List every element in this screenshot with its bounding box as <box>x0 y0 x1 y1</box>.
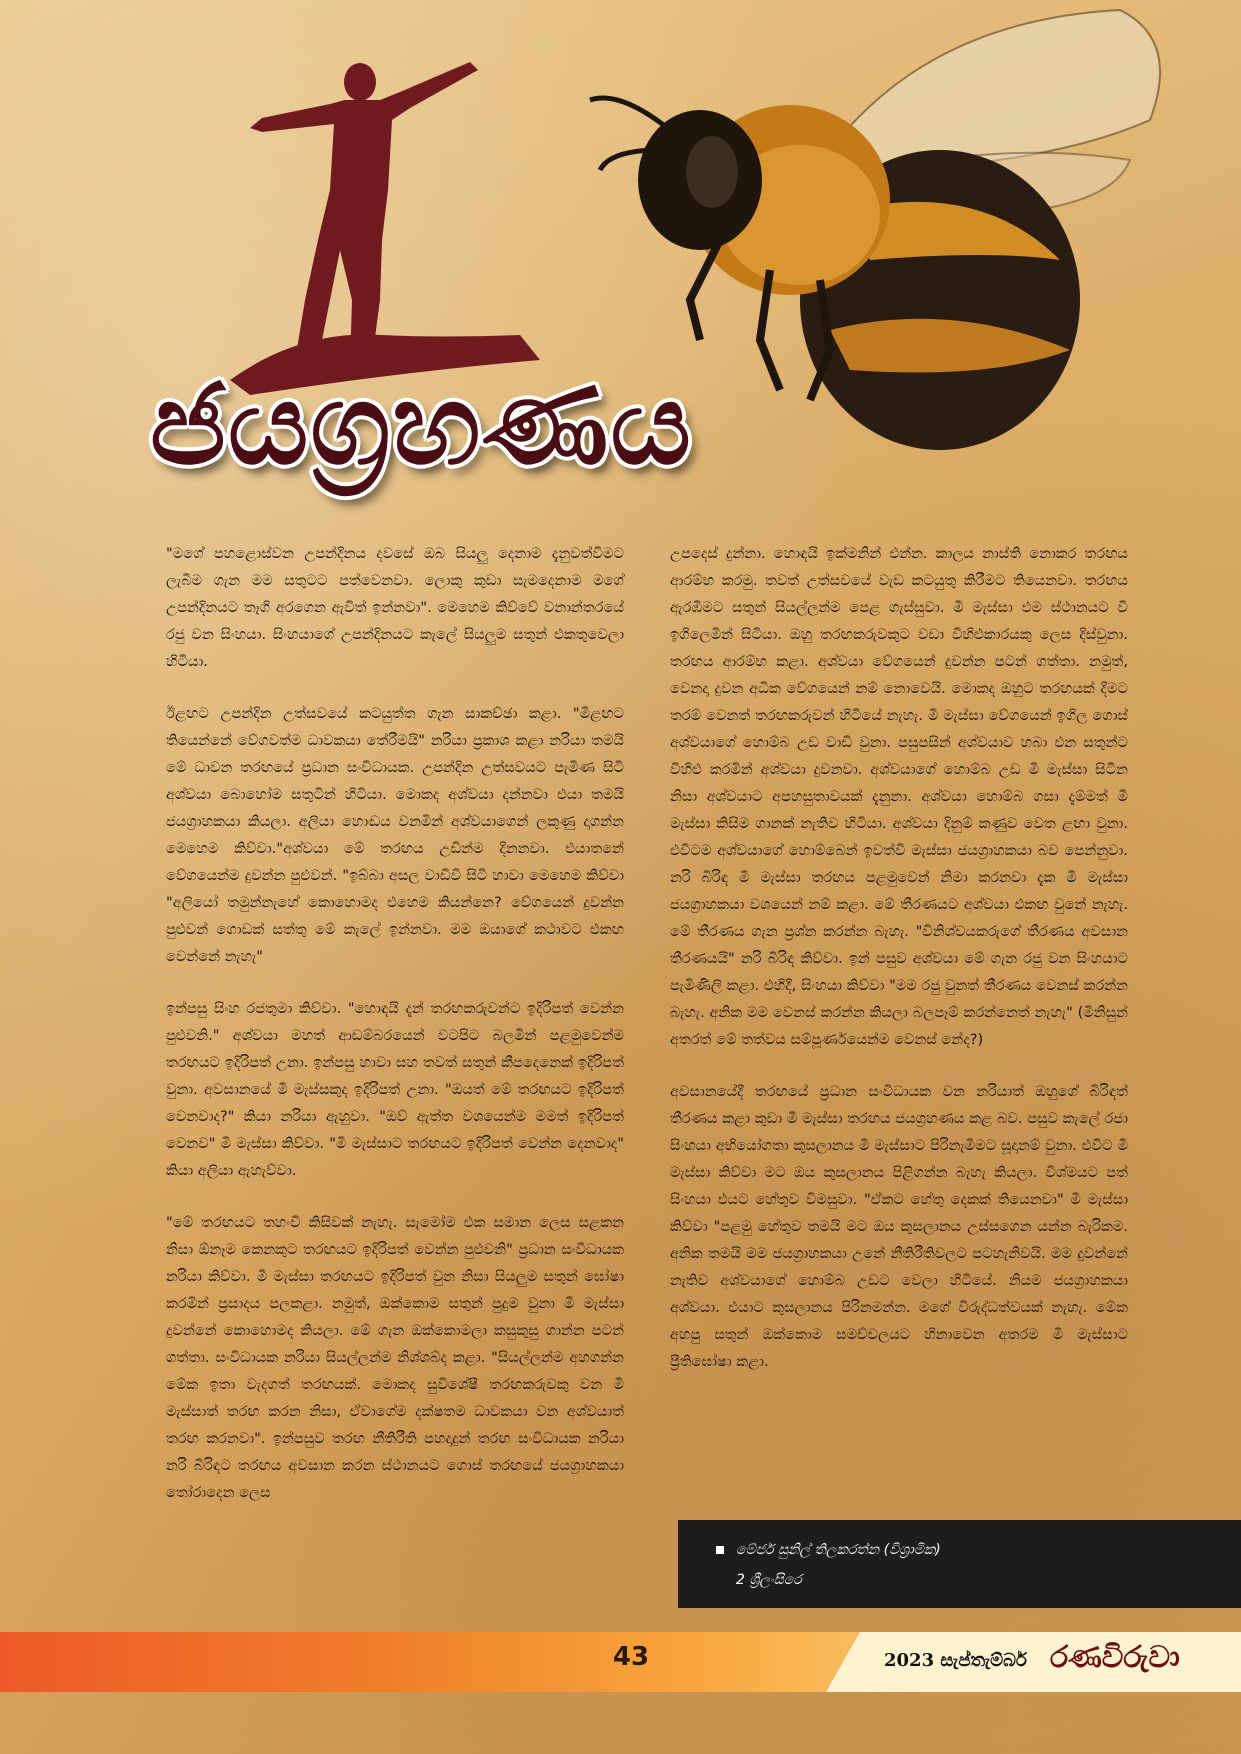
person-silhouette-icon <box>250 62 478 365</box>
paragraph: "මගේ පහළොස්වන උපන්දිනය දවසේ ඔබ සියලු දෙනාම දැනුවත්වීමට ලැබීම ගැන මම සතුටට පත්වෙනවා. ලොකු කුඩා සැමදෙනාම මගේ උපන්දිනයට තෑගි අරගෙන ඇවිත් ඉන්නවා". මෙහෙම කිව්වේ වනාන්තරයේ රජු වන සිංහයා. සිංහයාගේ උපන්දිනයට කැලේ සියලුම සතුන් එකතුවෙලා හිටියා. <box>166 545 624 670</box>
page-number: 43 <box>612 1642 650 1672</box>
magazine-name: රණවිරුවා <box>1050 1640 1180 1675</box>
right-column <box>670 540 1128 1400</box>
author-name-line <box>716 1542 941 1558</box>
paragraph: ඊළඟට උපන්දින උත්සවයේ කටයුත්ත ගැන සාකච්ඡා කළා. "මීළඟට තියෙන්නේ වේගවත්ම ධාවකයා තේරීමයි" නරියා ප්‍රකාශ කළා නරියා තමයි මේ ධාවන තරඟයේ ප්‍රධාන සංවිධායක. උපන්දින උත්සවයට පැමිණ සිටි අශ්වයා බොහෝම සතුටින් හිටියා. මොකද අශ්වයා දන්නවා එයා තමයි ජයග්‍රාහකයා කියලා. අලියා හොඬය වනමින් අශ්වයාගෙන් ලකුණු දාගන්න මෙහෙම කිව්වා."අශ්වයා මේ තරඟය උඩින්ම දිනනවා. එයාතනේ වේගයෙන්ම දුවන්න පුළුවන්. "ඉබ්බා අසල වාඩිවී සිටි හාවා මෙහෙම කිව්වා "අලියෝ තමුන්නැහේ කොහොමද එහෙම කියන්නෙ? වේගයෙන් දුවන්න පුළුවන් ගොඩක් සත්තු මේ කැලේ ඉන්නවා. මම ඔයාගේ කථාවට එකඟ වෙන්නේ නැහැ" <box>166 705 624 965</box>
paragraph: අවසානයේදී තරඟයේ ප්‍රධාන සංවිධායක වන නරියාත් ඔහුගේ බිරිඳත් තීරණය කළා කුඩා මී මැස්සා තරඟය ජයග්‍රහණය කළ බව. පසුව කැලේ රජා සිංහයා අභියෝගතා කුසලානය මී මැස්සාට පිරිනැමීමට සූදානම් වුනා. එවිට මී මැස්සා කිව්වා මට ඔය කුසලානය පිළිගන්න බැහැ කියලා. විශ්මයට පත් සිංහයා එයට හේතුව විමසුවා. "ඒකට හේතු දෙකක් තියෙනවා" මී මැස්සා කිව්වා "පළමු හේතුව තමයි මට ඔය කුසලානය උස්සගෙන යන්න බැරිකම. අනික තමයි මම ජයග්‍රාහකයා උනේ නීතිරීතිවලට පටහැනිවයි. මම දුවන්නේ නැතිව අශ්වයාගේ හොම්බ උඩට වෙලා හිටියේ. නියම ජයග්‍රාහකයා අශ්වයා. එයාට කුසලානය පිරිනමන්න. මගේ විරුද්ධත්වයක් නැහැ. මේක අහපු සතුන් ඔක්කොම සමච්චලයට හිනාවෙන අතරම මී මැස්සාට ප්‍රීතිඝෝෂා කළා. <box>670 1083 1128 1370</box>
left-column <box>166 540 624 1531</box>
page-footer <box>0 1632 1241 1692</box>
author-unit: 2 ශ්‍රීලංසිරෙ <box>736 1572 802 1588</box>
paragraph: "මේ තරඟයට තහංචි කිසිවක් නැහැ. සැමෝම එක සමාන ලෙස සළකන නිසා ඕනෑම කෙනකුට තරඟයට ඉදිරිපත් වෙන්න පුළුවනි" ප්‍රධාන සංවිධායක නරියා කිව්වා. මී මැස්සා තරඟයට ඉදිරිපත් වුන නිසා සියලුම සතුන් ඝෝෂා කරමින් ප්‍රසාදය පලකළා. නමුත්, ඔක්කොම සතුන් පුදුම වුනා මී මැස්සා දුවන්නේ කොහොමද කියලා. මේ ගැන ඔක්කොමලා කසුකුසු ගාන්න පටන් ගත්තා. සංවිධායක නරියා සියල්ලන්ම නිශ්ශබ්ද කළා. "සියල්ලන්ම අහගන්න මේක ඉතා වැදගත් තරඟයක්. මොකද සුවිශේෂී තරඟකරුවකු වන මී මැස්සාත් තරඟ කරන නිසා, ඒවාගේම දක්ෂතම ධාවකයා වන අශ්වයාත් තරඟ කරනවා". ඉන්පසුව තරඟ නීතිරීති පහදාදුන් තරඟ සංවිධායක නරියා නරි බිරිඳට තරඟය අවසාන කරන ස්ථානයට ගොස් තරඟයේ ජයග්‍රාහකයා තෝරාදෙන ලෙස <box>166 1214 624 1501</box>
article-title: ජයග්‍රහණය <box>150 360 693 490</box>
bullet-icon <box>716 1546 724 1554</box>
author-byline <box>678 1520 1241 1608</box>
issue-date: 2023 සැප්තැම්බර් <box>884 1650 1027 1671</box>
paragraph: ඉන්පසු සිංහ රජතුමා කිව්වා. "හොඳයි දැන් තරඟකරුවන්ට ඉදිරිපත් වෙන්න පුළුවනි." අශ්වයා මහත් ආඩම්බරයෙන් වටපිට බලමින් පළමුවෙන්ම තරඟයට ඉදිරිපත් උනා. ඉන්පසු හාවා සහ තවත් සතුන් කීපදෙනෙක් ඉදිරිපත් වුනා. අවසානයේ මී මැස්සකුද ඉදිරිපත් උනා. "ඔයත් මේ තරඟයට ඉදිරිපත් වෙනවාද?" කියා නරියා ඇහුවා. "ඔව් ඇත්ත වශයෙන්ම මමත් ඉදිරිපත් වෙනව" මී මැස්සා කිව්වා. "මී මැස්සාට තරඟයට ඉදිරිපත් වෙන්න දෙනවාද" කියා අලියා ඇහැව්වා. <box>166 1000 624 1179</box>
hero-illustration <box>0 0 1241 530</box>
paragraph: උපදෙස් දුන්නා. හොඳයි ඉක්මනින් එන්න. කාලය නාස්ති නොකර තරඟය ආරම්භ කරමු. තවත් උත්සවයේ වැඩ කටයුතු කිරීමට තියෙනවා. තරඟය ඇරඹීමට සතුන් සියල්ලන්ම පෙළ ගැස්සුවා. මී මැස්සා එම ස්ථානයට වී ඉගිලෙමින් සිටියා. ඔහු තරඟකරුවකුට වඩා විහිළුකාරයකු ලෙස දිස්වුනා. තරඟය ආරම්භ කළා. අශ්වයා වේගයෙන් දුවන්න පටන් ගත්තා. නමුත්, වෙනදා දුවන අධික වේගයෙන් නම් නොවෙයි. මොකද ඔහුට තරඟයක් දීමට තරම් වෙනත් තරඟකරුවන් හිටියේ නැහැ. මී මැස්සා වේගයෙන් ඉගිල ගොස් අශ්වයාගේ හොම්බ උඩ වාඩි වුනා. පසුපසින් අශ්වයාව හබා එන සතුන්ට විහිළු කරමින් අශ්වයා දුවනවා. අශ්වයාගේ හොම්බ උඩ මී මැස්සා සිටින නිසා අශ්වයාට අපහසුතාවයක් දැනුනා. අශ්වයා හොම්බ ගසා දැම්මත් මී මැස්සා කිසිම ගානක් නැතිව හිටියා. අශ්වයා දිනුම් කණුව වෙත ළඟා වුනා. එවිටම අශ්වයාගේ හොම්බෙන් ඉවත්වී මැස්සා ජයග්‍රාහකයා බව පෙන්නුවා. නරි බිරිඳ මී මැස්සා තරඟය පළමුවෙන් නිමා කරනවා දැක මී මැස්සා ජයග්‍රාහකයා වශයෙන් නම් කළා. මේ තීරණයට අශ්වයා එකඟ වුනේ නැහැ. මේ තීරණය ගැන ප්‍රශ්න කරන්න බැහැ. "විනිශ්චයකරුගේ තීරණය අවසාන තීරණයයි" නරි බිරිඳ කිව්වා. ඉන් පසුව අශ්වයා මේ ගැන රජු වන සිංහයාට පැමිණිලි කළා. එහිදී, සිංහයා කිව්වා "මම රජු වුනත් තීරණය වෙනස් කරන්න බැහැ. අනික මම වෙනස් කරන්න කියලා බලපෑම් කරන්නෙත් නැහැ" (මිනිසුන් අතරත් මේ තත්වය සම්පූර්ණයෙන්ම වෙනස් නේද?) <box>670 545 1128 1048</box>
author-name: මේජර් සුනිල් තිලකරත්න (විශ්‍රාමික) <box>736 1542 941 1558</box>
